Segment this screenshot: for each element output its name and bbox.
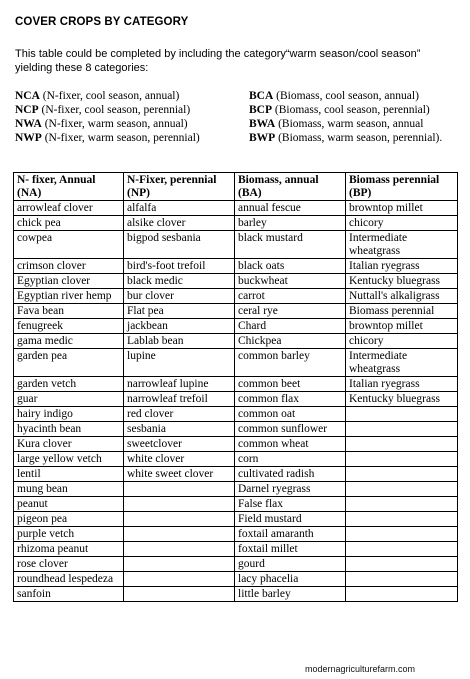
table-cell: gama medic <box>14 334 124 349</box>
intro-paragraph: This table could be completed by including the category“warm season/cool season” yielding these 8 categories: <box>15 48 421 74</box>
table-cell: Egyptian river hemp <box>14 289 124 304</box>
table-cell <box>346 527 458 542</box>
table-row <box>14 512 458 527</box>
table-row <box>14 304 458 319</box>
legend-description: (N-fixer, cool season, annual) <box>39 90 180 102</box>
table-row <box>14 231 458 259</box>
table-row <box>14 392 458 407</box>
legend-description: (Biomass, cool season, perennial) <box>272 104 430 116</box>
table-row <box>14 289 458 304</box>
legend-item <box>15 131 240 145</box>
table-row <box>14 497 458 512</box>
table-cell: roundhead lespedeza <box>14 572 124 587</box>
table-cell: black mustard <box>235 231 346 259</box>
table-cell: gourd <box>235 557 346 572</box>
table-cell <box>346 557 458 572</box>
legend-code: BCP <box>249 104 272 116</box>
table-cell: Lablab bean <box>124 334 235 349</box>
table-cell <box>346 542 458 557</box>
legend-item <box>15 117 240 131</box>
table-row <box>14 482 458 497</box>
table-row <box>14 437 458 452</box>
table-row <box>14 452 458 467</box>
table-cell: garden vetch <box>14 377 124 392</box>
table-cell: buckwheat <box>235 274 346 289</box>
table-cell: chicory <box>346 216 458 231</box>
table-cell: red clover <box>124 407 235 422</box>
table-cell: rhizoma peanut <box>14 542 124 557</box>
table-cell: carrot <box>235 289 346 304</box>
table-cell: jackbean <box>124 319 235 334</box>
legend-description: (Biomass, warm season, annual <box>275 118 424 130</box>
table-cell: peanut <box>14 497 124 512</box>
table-cell: Kentucky bluegrass <box>346 274 458 289</box>
table-cell <box>124 587 235 602</box>
table-row <box>14 349 458 377</box>
cover-crops-table <box>13 172 458 602</box>
table-cell: browntop millet <box>346 201 458 216</box>
table-cell: common sunflower <box>235 422 346 437</box>
table-header-row <box>14 173 458 201</box>
table-cell <box>124 497 235 512</box>
table-row <box>14 527 458 542</box>
table-cell <box>346 407 458 422</box>
table-cell: barley <box>235 216 346 231</box>
table-cell: annual fescue <box>235 201 346 216</box>
table-cell <box>124 557 235 572</box>
table-cell <box>346 437 458 452</box>
table-cell: foxtail amaranth <box>235 527 346 542</box>
table-cell: Kura clover <box>14 437 124 452</box>
legend-description: (Biomass, warm season, perennial). <box>275 132 443 144</box>
table-cell: alfalfa <box>124 201 235 216</box>
table-cell <box>346 572 458 587</box>
legend-description: (N-fixer, warm season, perennial) <box>41 132 200 144</box>
table-cell: lacy phacelia <box>235 572 346 587</box>
table-cell: hyacinth bean <box>14 422 124 437</box>
table-row <box>14 572 458 587</box>
header-biomass-perennial: Biomass perennial (BP) <box>346 173 458 201</box>
table-row <box>14 557 458 572</box>
table-cell: fenugreek <box>14 319 124 334</box>
table-cell: black medic <box>124 274 235 289</box>
legend-item <box>249 89 464 103</box>
table-cell: Biomass perennial <box>346 304 458 319</box>
table-cell: Egyptian clover <box>14 274 124 289</box>
table-cell: purple vetch <box>14 527 124 542</box>
table-cell: Italian ryegrass <box>346 377 458 392</box>
legend-code: NCP <box>15 104 39 116</box>
table-cell: common oat <box>235 407 346 422</box>
table-cell: Intermediate wheatgrass <box>346 231 458 259</box>
table-cell: lupine <box>124 349 235 377</box>
table-cell: sweetclover <box>124 437 235 452</box>
table-cell <box>124 482 235 497</box>
table-cell <box>346 512 458 527</box>
table-row <box>14 334 458 349</box>
table-row <box>14 259 458 274</box>
table-cell: common barley <box>235 349 346 377</box>
table-cell: cowpea <box>14 231 124 259</box>
legend-code: BCA <box>249 90 274 102</box>
table-cell: white clover <box>124 452 235 467</box>
legend-code: NWP <box>15 132 42 144</box>
table-cell: chick pea <box>14 216 124 231</box>
legend-code: BWA <box>249 118 276 130</box>
header-n-fixer-perennial: N-Fixer, perennial (NP) <box>124 173 235 201</box>
legend-item <box>249 103 464 117</box>
table-cell: Chard <box>235 319 346 334</box>
table-row <box>14 407 458 422</box>
table-cell: little barley <box>235 587 346 602</box>
table-cell <box>346 482 458 497</box>
legend-description: (N-fixer, cool season, perennial) <box>38 104 191 116</box>
legend-item <box>249 131 464 145</box>
table-cell: hairy indigo <box>14 407 124 422</box>
table-cell: garden pea <box>14 349 124 377</box>
table-row <box>14 377 458 392</box>
table-cell: large yellow vetch <box>14 452 124 467</box>
table-cell: Intermediate wheatgrass <box>346 349 458 377</box>
table-cell: black oats <box>235 259 346 274</box>
table-cell: rose clover <box>14 557 124 572</box>
table-cell <box>346 467 458 482</box>
legend-left <box>15 89 240 145</box>
table-cell <box>124 542 235 557</box>
legend-code: NCA <box>15 90 40 102</box>
legend-description: (N-fixer, warm season, annual) <box>41 118 188 130</box>
table-cell: sesbania <box>124 422 235 437</box>
table-cell: arrowleaf clover <box>14 201 124 216</box>
table-cell: narrowleaf trefoil <box>124 392 235 407</box>
table-cell: Flat pea <box>124 304 235 319</box>
table-cell <box>124 527 235 542</box>
table-cell: False flax <box>235 497 346 512</box>
legend-item <box>15 103 240 117</box>
table-cell: guar <box>14 392 124 407</box>
table-cell: bur clover <box>124 289 235 304</box>
table-cell <box>124 572 235 587</box>
table-cell: alsike clover <box>124 216 235 231</box>
table-cell: ceral rye <box>235 304 346 319</box>
header-n-fixer-annual: N- fixer, Annual (NA) <box>14 173 124 201</box>
table-cell: pigeon pea <box>14 512 124 527</box>
table-cell: Field mustard <box>235 512 346 527</box>
legend-item <box>249 117 464 131</box>
table-cell: crimson clover <box>14 259 124 274</box>
legend-right <box>249 89 464 145</box>
table-cell: Darnel ryegrass <box>235 482 346 497</box>
legend-code: BWP <box>249 132 276 144</box>
table-cell <box>124 512 235 527</box>
table-cell: narrowleaf lupine <box>124 377 235 392</box>
legend-description: (Biomass, cool season, annual) <box>273 90 419 102</box>
table-row <box>14 319 458 334</box>
table-cell: common flax <box>235 392 346 407</box>
page-title: COVER CROPS BY CATEGORY <box>15 16 189 28</box>
table-cell: Nuttall's alkaligrass <box>346 289 458 304</box>
table-row <box>14 216 458 231</box>
table-cell: lentil <box>14 467 124 482</box>
table-cell: chicory <box>346 334 458 349</box>
table-row <box>14 542 458 557</box>
table-cell: Kentucky bluegrass <box>346 392 458 407</box>
table-cell: Fava bean <box>14 304 124 319</box>
table-row <box>14 467 458 482</box>
table-cell: bigpod sesbania <box>124 231 235 259</box>
table-cell: Chickpea <box>235 334 346 349</box>
table-cell: Italian ryegrass <box>346 259 458 274</box>
table-cell: browntop millet <box>346 319 458 334</box>
legend-code: NWA <box>15 118 42 130</box>
table-cell <box>346 587 458 602</box>
header-biomass-annual: Biomass, annual (BA) <box>235 173 346 201</box>
footer-source: modernagriculturefarm.com <box>305 664 416 674</box>
table-row <box>14 274 458 289</box>
table-row <box>14 422 458 437</box>
table-cell: sanfoin <box>14 587 124 602</box>
table-cell <box>346 497 458 512</box>
table-body <box>14 201 458 602</box>
table-cell <box>346 452 458 467</box>
table-cell: corn <box>235 452 346 467</box>
table-cell <box>346 422 458 437</box>
table-cell: common beet <box>235 377 346 392</box>
table-cell: mung bean <box>14 482 124 497</box>
table-row <box>14 587 458 602</box>
table-cell: cultivated radish <box>235 467 346 482</box>
table-cell: white sweet clover <box>124 467 235 482</box>
legend-item <box>15 89 240 103</box>
table-cell: common wheat <box>235 437 346 452</box>
table-cell: bird's-foot trefoil <box>124 259 235 274</box>
table-cell: foxtail millet <box>235 542 346 557</box>
table-row <box>14 201 458 216</box>
